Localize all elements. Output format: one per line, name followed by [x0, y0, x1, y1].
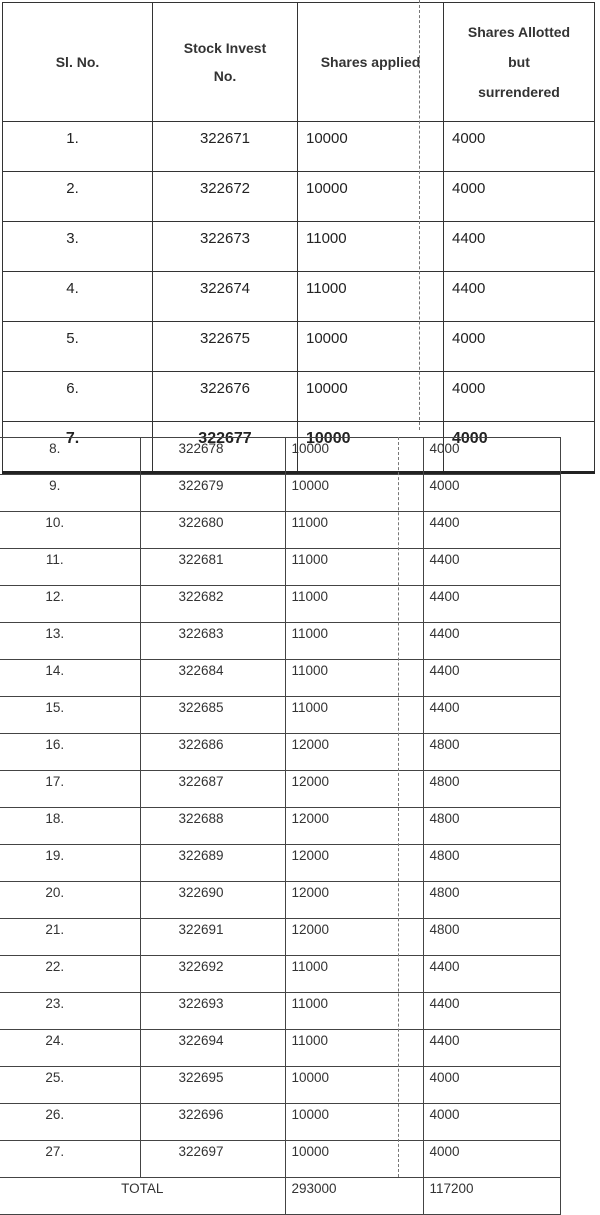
sl-no-cell: 22.: [0, 956, 140, 993]
table-row: [0, 512, 560, 549]
shares-surrendered-cell: 4400: [423, 660, 560, 697]
table-row: [3, 222, 595, 272]
stock-invest-no-cell: 322689: [140, 845, 285, 882]
sl-no-cell: 4.: [3, 272, 153, 322]
stock-invest-no-cell: 322695: [140, 1067, 285, 1104]
sl-no-cell: 11.: [0, 549, 140, 586]
table-row: [0, 1104, 560, 1141]
sl-no-cell: 16.: [0, 734, 140, 771]
table-row: [0, 1067, 560, 1104]
total-row: [0, 1178, 560, 1215]
table-row: [0, 919, 560, 956]
header-sl-no: Sl. No.: [3, 3, 153, 122]
stock-invest-no-cell: 322675: [153, 322, 298, 372]
table-row: [0, 771, 560, 808]
sl-no-cell: 13.: [0, 623, 140, 660]
stock-invest-no-cell: 322687: [140, 771, 285, 808]
shares-applied-cell: 12000: [285, 882, 423, 919]
table-row: [0, 697, 560, 734]
shares-applied-cell: 11000: [285, 512, 423, 549]
sl-no-cell: 21.: [0, 919, 140, 956]
sl-no-cell: 5.: [3, 322, 153, 372]
shares-surrendered-cell: 4800: [423, 808, 560, 845]
shares-surrendered-cell: 4000: [423, 1067, 560, 1104]
shares-surrendered-cell: 4400: [423, 697, 560, 734]
stock-invest-no-cell: 322688: [140, 808, 285, 845]
shares-surrendered-cell: 4000: [423, 1141, 560, 1178]
sl-no-cell: 6.: [3, 372, 153, 422]
shares-surrendered-cell: 4000: [444, 172, 595, 222]
table-row: [0, 808, 560, 845]
shares-surrendered-cell: 4400: [423, 586, 560, 623]
table-row: [0, 623, 560, 660]
shares-surrendered-cell: 4800: [423, 845, 560, 882]
stock-invest-no-cell: 322680: [140, 512, 285, 549]
shares-applied-cell: 10000: [285, 475, 423, 512]
shares-applied-cell: 12000: [285, 845, 423, 882]
shares-applied-cell: 12000: [285, 734, 423, 771]
shares-surrendered-cell: 4000: [444, 322, 595, 372]
sl-no-cell: 23.: [0, 993, 140, 1030]
stock-invest-no-cell: 322682: [140, 586, 285, 623]
stock-invest-no-cell: 322672: [153, 172, 298, 222]
sl-no-cell: 12.: [0, 586, 140, 623]
shares-table-bottom: [0, 437, 561, 1215]
shares-applied-cell: 11000: [285, 993, 423, 1030]
stock-invest-no-cell: 322681: [140, 549, 285, 586]
shares-applied-cell: 10000: [298, 422, 444, 473]
table-row: [0, 660, 560, 697]
shares-surrendered-cell: 4800: [423, 882, 560, 919]
sl-no-cell: 3.: [3, 222, 153, 272]
shares-applied-cell: 11000: [298, 222, 444, 272]
sl-no-cell: 27.: [0, 1141, 140, 1178]
table-row: [0, 956, 560, 993]
stock-invest-no-cell: 322677: [153, 422, 298, 473]
total-shares-surrendered: 117200: [423, 1178, 560, 1215]
stock-invest-no-cell: 322692: [140, 956, 285, 993]
table-row: [0, 882, 560, 919]
table-row: [0, 993, 560, 1030]
stock-invest-no-cell: 322673: [153, 222, 298, 272]
sl-no-cell: 20.: [0, 882, 140, 919]
stock-invest-no-cell: 322676: [153, 372, 298, 422]
shares-surrendered-cell: 4000: [423, 1104, 560, 1141]
shares-applied-cell: 10000: [298, 322, 444, 372]
shares-applied-cell: 11000: [285, 586, 423, 623]
shares-surrendered-cell: 4800: [423, 771, 560, 808]
shares-surrendered-cell: 4400: [423, 1030, 560, 1067]
table-row: [0, 438, 560, 475]
scan-artifact-line: [398, 437, 399, 1177]
shares-surrendered-cell: 4000: [423, 438, 560, 475]
stock-invest-no-cell: 322671: [153, 122, 298, 172]
table-row: [3, 322, 595, 372]
shares-surrendered-cell: 4400: [423, 549, 560, 586]
stock-invest-no-cell: 322679: [140, 475, 285, 512]
shares-applied-cell: 10000: [285, 1141, 423, 1178]
sl-no-cell: 10.: [0, 512, 140, 549]
total-shares-applied: 293000: [285, 1178, 423, 1215]
sl-no-cell: 15.: [0, 697, 140, 734]
stock-invest-no-cell: 322683: [140, 623, 285, 660]
sl-no-cell: 1.: [3, 122, 153, 172]
table-row: [0, 845, 560, 882]
stock-invest-no-cell: 322696: [140, 1104, 285, 1141]
shares-surrendered-cell: 4400: [444, 272, 595, 322]
table-row: [0, 734, 560, 771]
shares-applied-cell: 11000: [285, 956, 423, 993]
sl-no-cell: 25.: [0, 1067, 140, 1104]
stock-invest-no-cell: 322690: [140, 882, 285, 919]
shares-applied-cell: 10000: [298, 172, 444, 222]
shares-surrendered-cell: 4400: [444, 222, 595, 272]
stock-invest-no-cell: 322691: [140, 919, 285, 956]
sl-no-cell: 26.: [0, 1104, 140, 1141]
table-row: [0, 1030, 560, 1067]
shares-applied-cell: 11000: [298, 272, 444, 322]
sl-no-cell: 18.: [0, 808, 140, 845]
shares-applied-cell: 12000: [285, 919, 423, 956]
table-row: [3, 122, 595, 172]
stock-invest-no-cell: 322674: [153, 272, 298, 322]
shares-surrendered-cell: 4000: [444, 122, 595, 172]
sl-no-cell: 24.: [0, 1030, 140, 1067]
stock-invest-no-cell: 322686: [140, 734, 285, 771]
shares-surrendered-cell: 4400: [423, 623, 560, 660]
shares-surrendered-cell: 4000: [444, 372, 595, 422]
shares-applied-cell: 10000: [285, 1067, 423, 1104]
shares-surrendered-cell: 4800: [423, 919, 560, 956]
shares-surrendered-cell: 4400: [423, 956, 560, 993]
stock-invest-no-cell: 322678: [140, 438, 285, 475]
shares-applied-cell: 11000: [285, 660, 423, 697]
sl-no-cell: 2.: [3, 172, 153, 222]
stock-invest-no-cell: 322694: [140, 1030, 285, 1067]
total-label: TOTAL: [0, 1178, 285, 1215]
shares-applied-cell: 11000: [285, 1030, 423, 1067]
sl-no-cell: 8.: [0, 438, 140, 475]
table-row: [3, 172, 595, 222]
sl-no-cell: 9.: [0, 475, 140, 512]
header-shares-surrendered: Shares Allotted but surrendered: [444, 3, 595, 122]
table-row: [0, 475, 560, 512]
header-stock-invest-no: Stock Invest No.: [153, 3, 298, 122]
shares-applied-cell: 10000: [298, 372, 444, 422]
table-row: [0, 586, 560, 623]
sl-no-cell: 7.: [3, 422, 153, 473]
shares-surrendered-cell: 4000: [423, 475, 560, 512]
stock-invest-no-cell: 322693: [140, 993, 285, 1030]
header-shares-applied: Shares applied: [298, 3, 444, 122]
shares-applied-cell: 10000: [298, 122, 444, 172]
shares-applied-cell: 10000: [285, 1104, 423, 1141]
shares-surrendered-cell: 4800: [423, 734, 560, 771]
shares-applied-cell: 11000: [285, 549, 423, 586]
shares-surrendered-cell: 4400: [423, 993, 560, 1030]
stock-invest-no-cell: 322697: [140, 1141, 285, 1178]
shares-surrendered-cell: 4000: [444, 422, 595, 473]
stock-invest-no-cell: 322684: [140, 660, 285, 697]
shares-applied-cell: 12000: [285, 771, 423, 808]
sl-no-cell: 17.: [0, 771, 140, 808]
scan-artifact-line: [419, 0, 420, 430]
table-row: [3, 372, 595, 422]
shares-applied-cell: 10000: [285, 438, 423, 475]
shares-table-top: [2, 2, 595, 474]
shares-surrendered-cell: 4400: [423, 512, 560, 549]
table-row: [3, 272, 595, 322]
shares-applied-cell: 11000: [285, 697, 423, 734]
table-row: [0, 1141, 560, 1178]
sl-no-cell: 14.: [0, 660, 140, 697]
sl-no-cell: 19.: [0, 845, 140, 882]
shares-applied-cell: 11000: [285, 623, 423, 660]
shares-applied-cell: 12000: [285, 808, 423, 845]
header-row: [3, 3, 595, 122]
stock-invest-no-cell: 322685: [140, 697, 285, 734]
table-row: [0, 549, 560, 586]
